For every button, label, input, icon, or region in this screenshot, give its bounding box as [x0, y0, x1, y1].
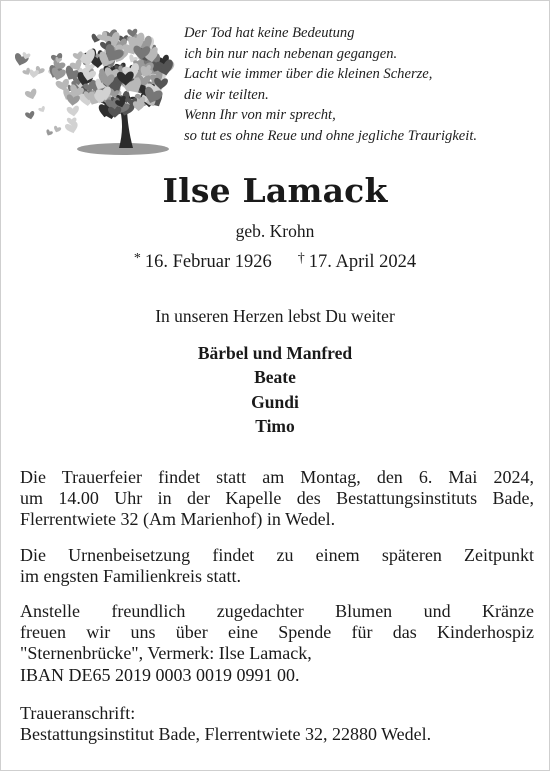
birth-star-symbol: *	[133, 251, 141, 266]
donation-info	[20, 601, 534, 686]
poem-line: ich bin nur nach nebenan gegangen.	[184, 45, 398, 62]
heart-leaf-icon	[45, 129, 54, 137]
mourners-list	[1, 341, 549, 438]
heart-leaf-icon	[53, 125, 62, 133]
service-line: um 14.00 Uhr in der Kapelle des Bestattungsinstituts Bade,	[20, 488, 534, 509]
mourning-address	[20, 703, 534, 745]
death-cross-symbol: †	[297, 251, 305, 266]
birth-date: 16. Februar 1926	[144, 252, 272, 272]
donation-line: IBAN DE65 2019 0003 0019 0991 00.	[20, 664, 300, 685]
service-line: Die Trauerfeier findet statt am Montag, den 6. Mai 2024,	[20, 467, 534, 487]
burial-info	[20, 545, 534, 587]
death-date: 17. April 2024	[308, 252, 417, 272]
heart-leaf-icon	[24, 88, 38, 101]
poem-line: Der Tod hat keine Bedeutung	[184, 25, 355, 41]
heart-leaf-icon	[25, 111, 36, 121]
heart-leaf-icon	[28, 69, 39, 78]
poem-line: Lacht wie immer über die kleinen Scherze,	[184, 66, 433, 82]
poem-line: Wenn Ihr von mir sprecht,	[184, 107, 336, 123]
address-text: Bestattungsinstitut Bade, Flerrentwiete 32, 22880 Wedel.	[20, 724, 432, 745]
birth-name: geb. Krohn	[235, 221, 315, 241]
service-line: Flerrentwiete 32 (Am Marienhof) in Wedel.	[20, 509, 336, 530]
mourner-name: Beate	[254, 367, 296, 388]
mourner-name: Timo	[255, 415, 295, 436]
service-info	[20, 467, 534, 531]
burial-line: im engsten Familienkreis statt.	[20, 566, 241, 587]
life-dates	[1, 247, 549, 274]
deceased-name: Ilse Lamack	[162, 171, 388, 210]
address-label: Traueranschrift:	[20, 703, 136, 723]
mourner-name: Bärbel und Manfred	[197, 343, 353, 363]
heart-tree-icon	[15, 21, 177, 159]
mourner-name: Gundi	[251, 391, 299, 412]
heart-leaf-icon	[66, 105, 80, 117]
donation-line: Anstelle freundlich zugedachter Blumen und Kränze	[20, 601, 534, 621]
poem	[184, 23, 544, 146]
burial-line: Die Urnenbeisetzung findet zu einem späteren Zeitpunkt	[20, 545, 534, 565]
donation-line: "Sternenbrücke", Vermerk: Ilse Lamack,	[20, 643, 312, 664]
poem-line: so tut es ohne Reue und ohne jegliche Traurigkeit.	[184, 127, 478, 144]
donation-line: freuen wir uns über eine Spende für das Kinderhospiz	[20, 622, 534, 643]
heart-leaf-icon	[38, 106, 47, 114]
motto: In unseren Herzen lebst Du weiter	[155, 306, 395, 326]
poem-line: die wir teilten.	[184, 86, 269, 103]
